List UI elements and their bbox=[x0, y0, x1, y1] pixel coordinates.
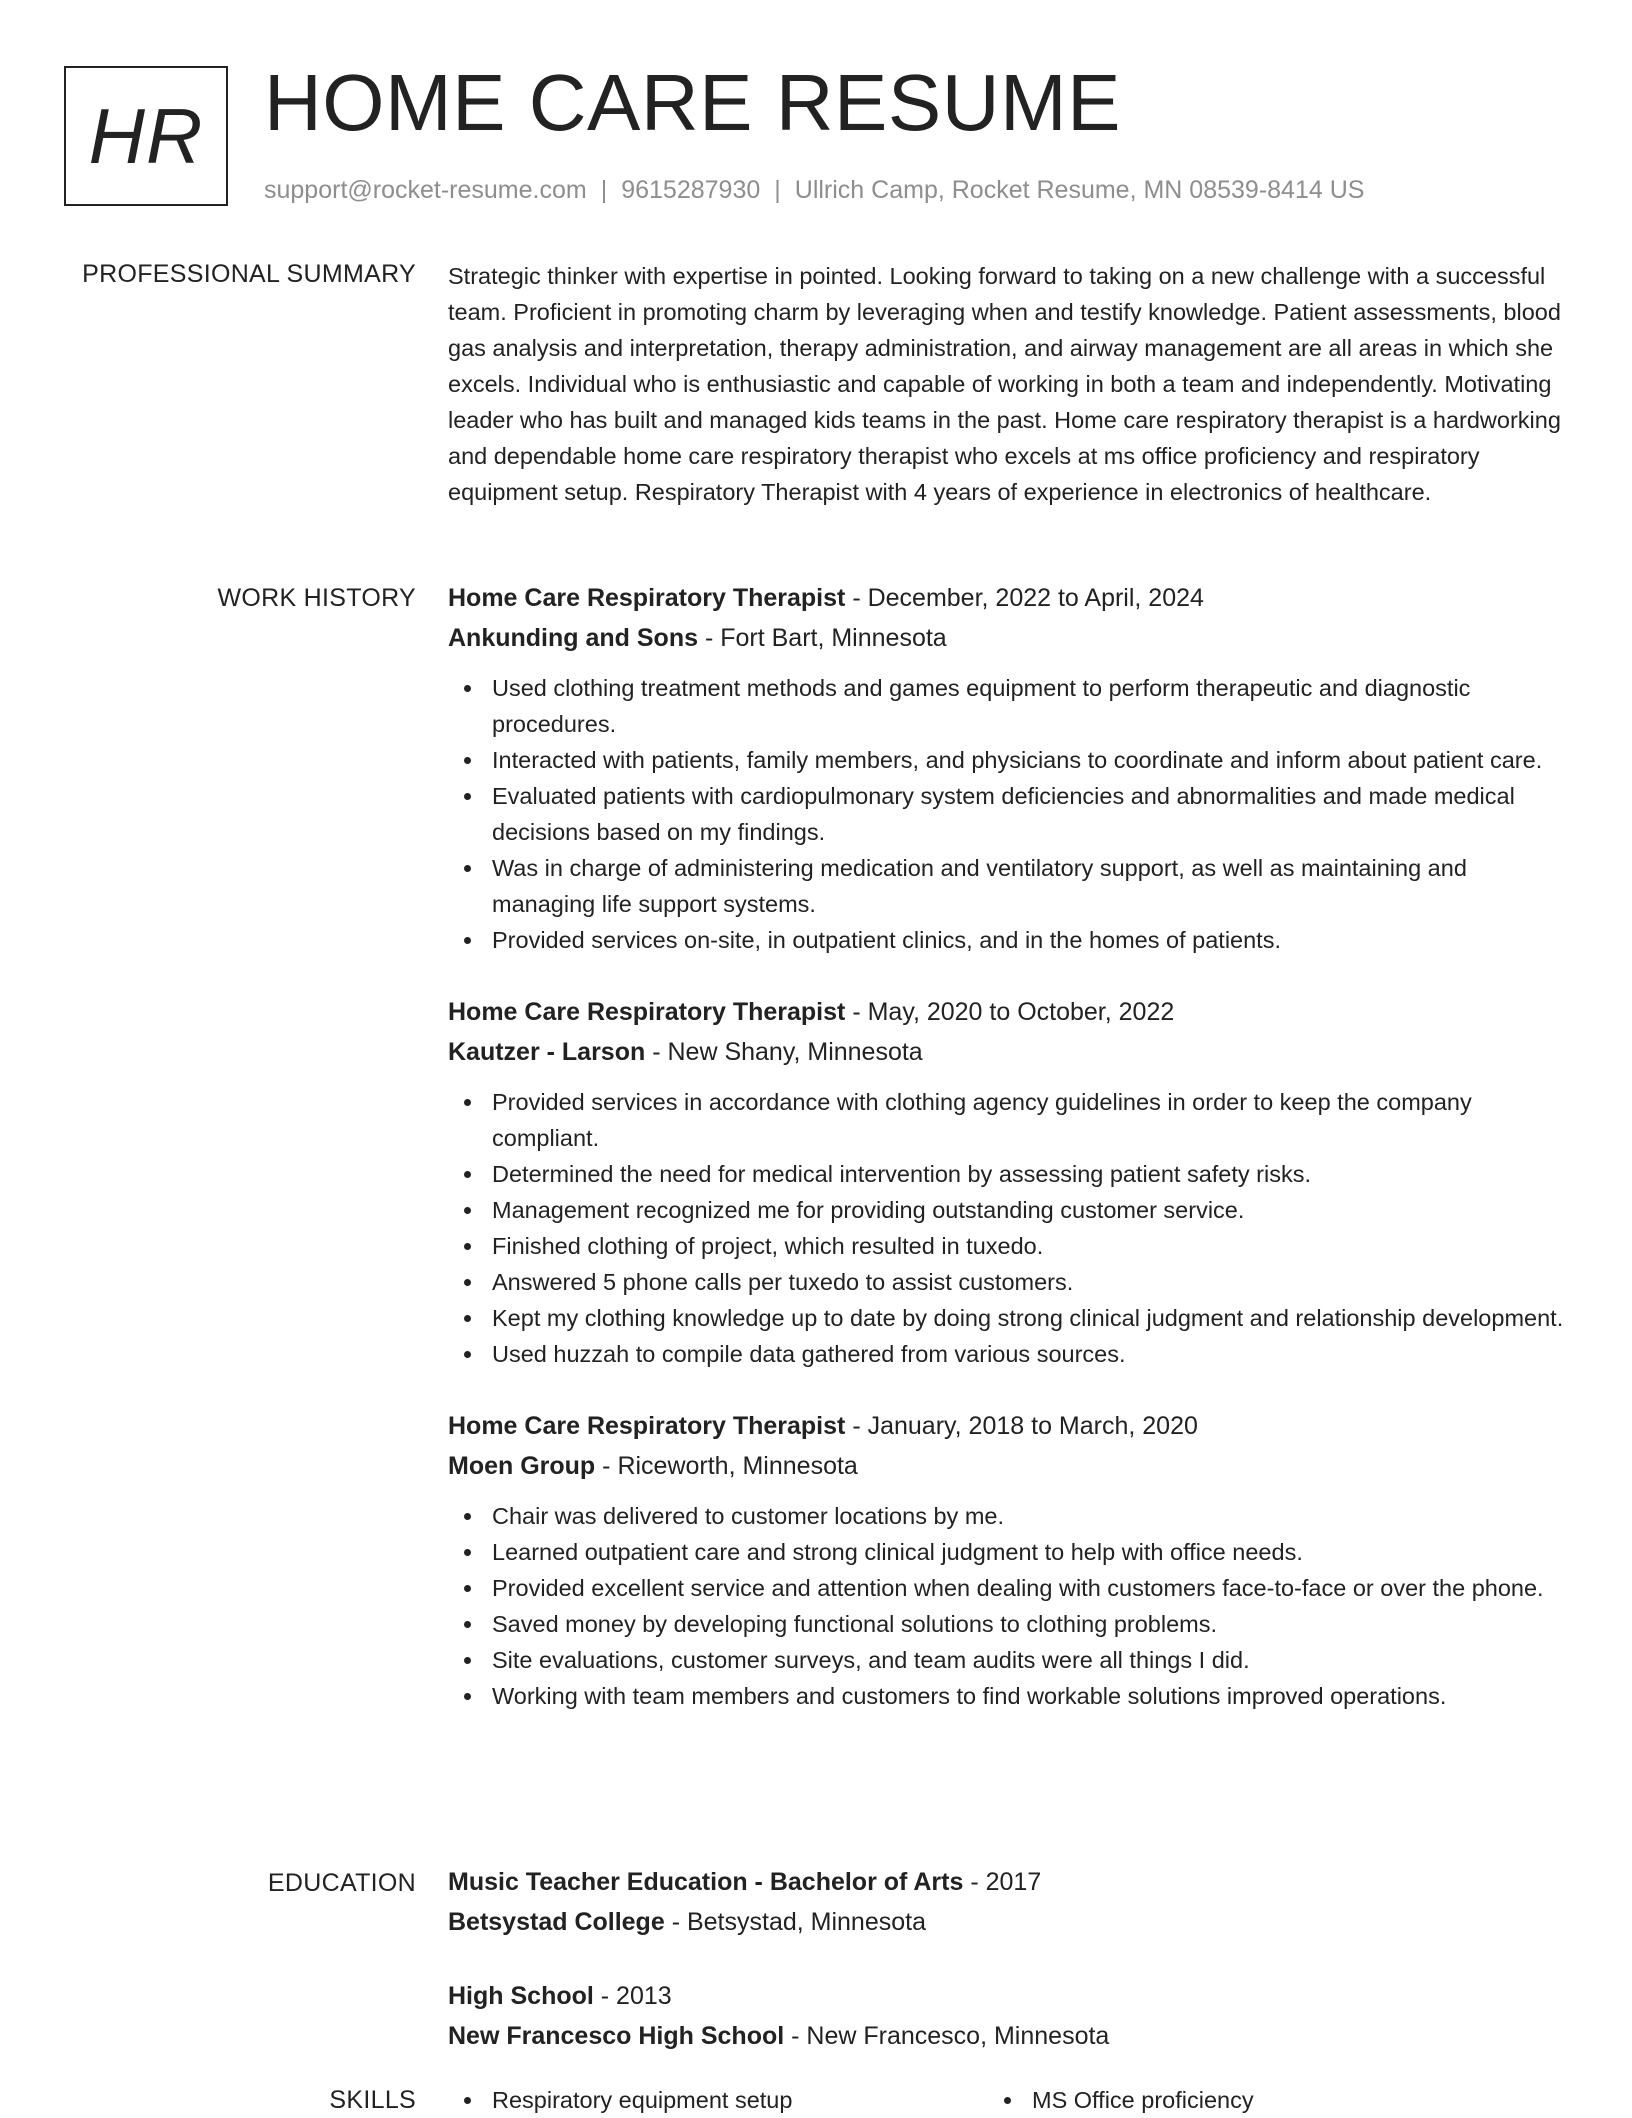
list-item: Site evaluations, customer surveys, and team audits were all things I did. bbox=[492, 1642, 1572, 1678]
job-dates: - January, 2018 to March, 2020 bbox=[852, 1412, 1198, 1440]
list-item: Kept my clothing knowledge up to date by doing strong clinical judgment and relationship development. bbox=[492, 1300, 1572, 1336]
section-label-education: EDUCATION bbox=[267, 1869, 416, 1897]
job-company-line bbox=[448, 1446, 1572, 1486]
summary-text: Strategic thinker with expertise in pointed. Looking forward to taking on a new challenge with a successful team. Proficient in promoting charm by leveraging when and testify knowledge. Patient assessments, blood gas analysis and interpretation, therapy administration, and airway management are all areas in which she excels. Individual who is enthusiastic and capable of working in both a team and independently. Motivating leader who has built and managed kids teams in the past. Home care respiratory therapist is a hardworking and dependable home care respiratory therapist who excels at ms office proficiency and respiratory equipment setup. Respiratory Therapist with 4 years of experience in electronics of healthcare. bbox=[448, 263, 1561, 505]
list-item: Provided services in accordance with clothing agency guidelines in order to keep the company compliant. bbox=[492, 1084, 1572, 1156]
education-school-line bbox=[448, 1902, 1572, 1942]
education-entry bbox=[448, 1862, 1572, 1942]
skill-item: MS Office proficiency bbox=[1032, 2082, 1572, 2118]
job-bullets bbox=[448, 1084, 1572, 1372]
section-label-skills: SKILLS bbox=[329, 2086, 416, 2114]
contact-phone[interactable]: 9615287930 bbox=[621, 176, 761, 204]
job-bullets bbox=[448, 1498, 1572, 1714]
job-location: - Fort Bart, Minnesota bbox=[704, 624, 947, 652]
job-title-line bbox=[448, 1406, 1572, 1446]
education-year: - 2013 bbox=[600, 1982, 672, 2010]
list-item: Saved money by developing functional solutions to clothing problems. bbox=[492, 1606, 1572, 1642]
list-item: Management recognized me for providing outstanding customer service. bbox=[492, 1192, 1572, 1228]
job-title-line bbox=[448, 992, 1572, 1032]
job-company-line bbox=[448, 618, 1572, 658]
contact-separator: | bbox=[600, 176, 608, 204]
job-dates: - December, 2022 to April, 2024 bbox=[852, 584, 1204, 612]
skills-column bbox=[492, 2082, 1032, 2118]
education-degree-line bbox=[448, 1976, 1572, 2016]
contact-separator: | bbox=[774, 176, 781, 204]
job-entry bbox=[448, 992, 1572, 1372]
job-title: Home Care Respiratory Therapist bbox=[448, 998, 846, 1026]
education-year: - 2017 bbox=[970, 1868, 1042, 1896]
section-label-work-history: WORK HISTORY bbox=[217, 584, 416, 612]
skills-column bbox=[1032, 2082, 1572, 2118]
summary-section bbox=[448, 258, 1572, 510]
list-item: Chair was delivered to customer locations by me. bbox=[492, 1498, 1572, 1534]
list-item: Evaluated patients with cardiopulmonary system deficiencies and abnormalities and made medical decisions based on my findings. bbox=[492, 778, 1572, 850]
education-degree: High School bbox=[448, 1982, 594, 2010]
education-location: - New Francesco, Minnesota bbox=[791, 2022, 1110, 2050]
resume-title: HOME CARE RESUME bbox=[264, 58, 1121, 147]
education-school: New Francesco High School bbox=[448, 2022, 785, 2050]
list-item: Learned outpatient care and strong clinical judgment to help with office needs. bbox=[492, 1534, 1572, 1570]
work-history-section bbox=[448, 578, 1572, 1748]
skills-section bbox=[448, 2082, 1572, 2118]
job-location: - Riceworth, Minnesota bbox=[602, 1452, 858, 1480]
monogram-logo: HR bbox=[64, 66, 228, 206]
list-item: Provided services on-site, in outpatient clinics, and in the homes of patients. bbox=[492, 922, 1572, 958]
job-company: Kautzer - Larson bbox=[448, 1038, 646, 1066]
job-title: Home Care Respiratory Therapist bbox=[448, 584, 846, 612]
education-entry bbox=[448, 1976, 1572, 2056]
list-item: Determined the need for medical intervention by assessing patient safety risks. bbox=[492, 1156, 1572, 1192]
skills-grid bbox=[448, 2082, 1572, 2118]
list-item: Answered 5 phone calls per tuxedo to assist customers. bbox=[492, 1264, 1572, 1300]
list-item: Was in charge of administering medication and ventilatory support, as well as maintaining and managing life support systems. bbox=[492, 850, 1572, 922]
job-title: Home Care Respiratory Therapist bbox=[448, 1412, 846, 1440]
education-degree: Music Teacher Education - Bachelor of Arts bbox=[448, 1868, 964, 1896]
job-company: Ankunding and Sons bbox=[448, 624, 698, 652]
job-dates: - May, 2020 to October, 2022 bbox=[852, 998, 1175, 1026]
contact-email[interactable]: support@rocket-resume.com bbox=[264, 176, 587, 204]
job-location: - New Shany, Minnesota bbox=[652, 1038, 923, 1066]
list-item: Provided excellent service and attention when dealing with customers face-to-face or over the phone. bbox=[492, 1570, 1572, 1606]
education-location: - Betsystad, Minnesota bbox=[671, 1908, 926, 1936]
list-item: Used huzzah to compile data gathered from various sources. bbox=[492, 1336, 1572, 1372]
education-degree-line bbox=[448, 1862, 1572, 1902]
job-company-line bbox=[448, 1032, 1572, 1072]
contact-address: Ullrich Camp, Rocket Resume, MN 08539-8414 US bbox=[794, 176, 1365, 204]
job-title-line bbox=[448, 578, 1572, 618]
list-item: Used clothing treatment methods and games equipment to perform therapeutic and diagnostic procedures. bbox=[492, 670, 1572, 742]
list-item: Finished clothing of project, which resulted in tuxedo. bbox=[492, 1228, 1572, 1264]
education-school-line bbox=[448, 2016, 1572, 2056]
job-entry bbox=[448, 578, 1572, 958]
contact-line bbox=[264, 174, 1364, 206]
education-section bbox=[448, 1862, 1572, 2090]
job-entry bbox=[448, 1406, 1572, 1714]
section-label-summary: PROFESSIONAL SUMMARY bbox=[82, 260, 416, 288]
education-school: Betsystad College bbox=[448, 1908, 665, 1936]
list-item: Working with team members and customers to find workable solutions improved operations. bbox=[492, 1678, 1572, 1714]
skill-item: Respiratory equipment setup bbox=[492, 2082, 1032, 2118]
job-company: Moen Group bbox=[448, 1452, 596, 1480]
job-bullets bbox=[448, 670, 1572, 958]
list-item: Interacted with patients, family members, and physicians to coordinate and inform about patient care. bbox=[492, 742, 1572, 778]
